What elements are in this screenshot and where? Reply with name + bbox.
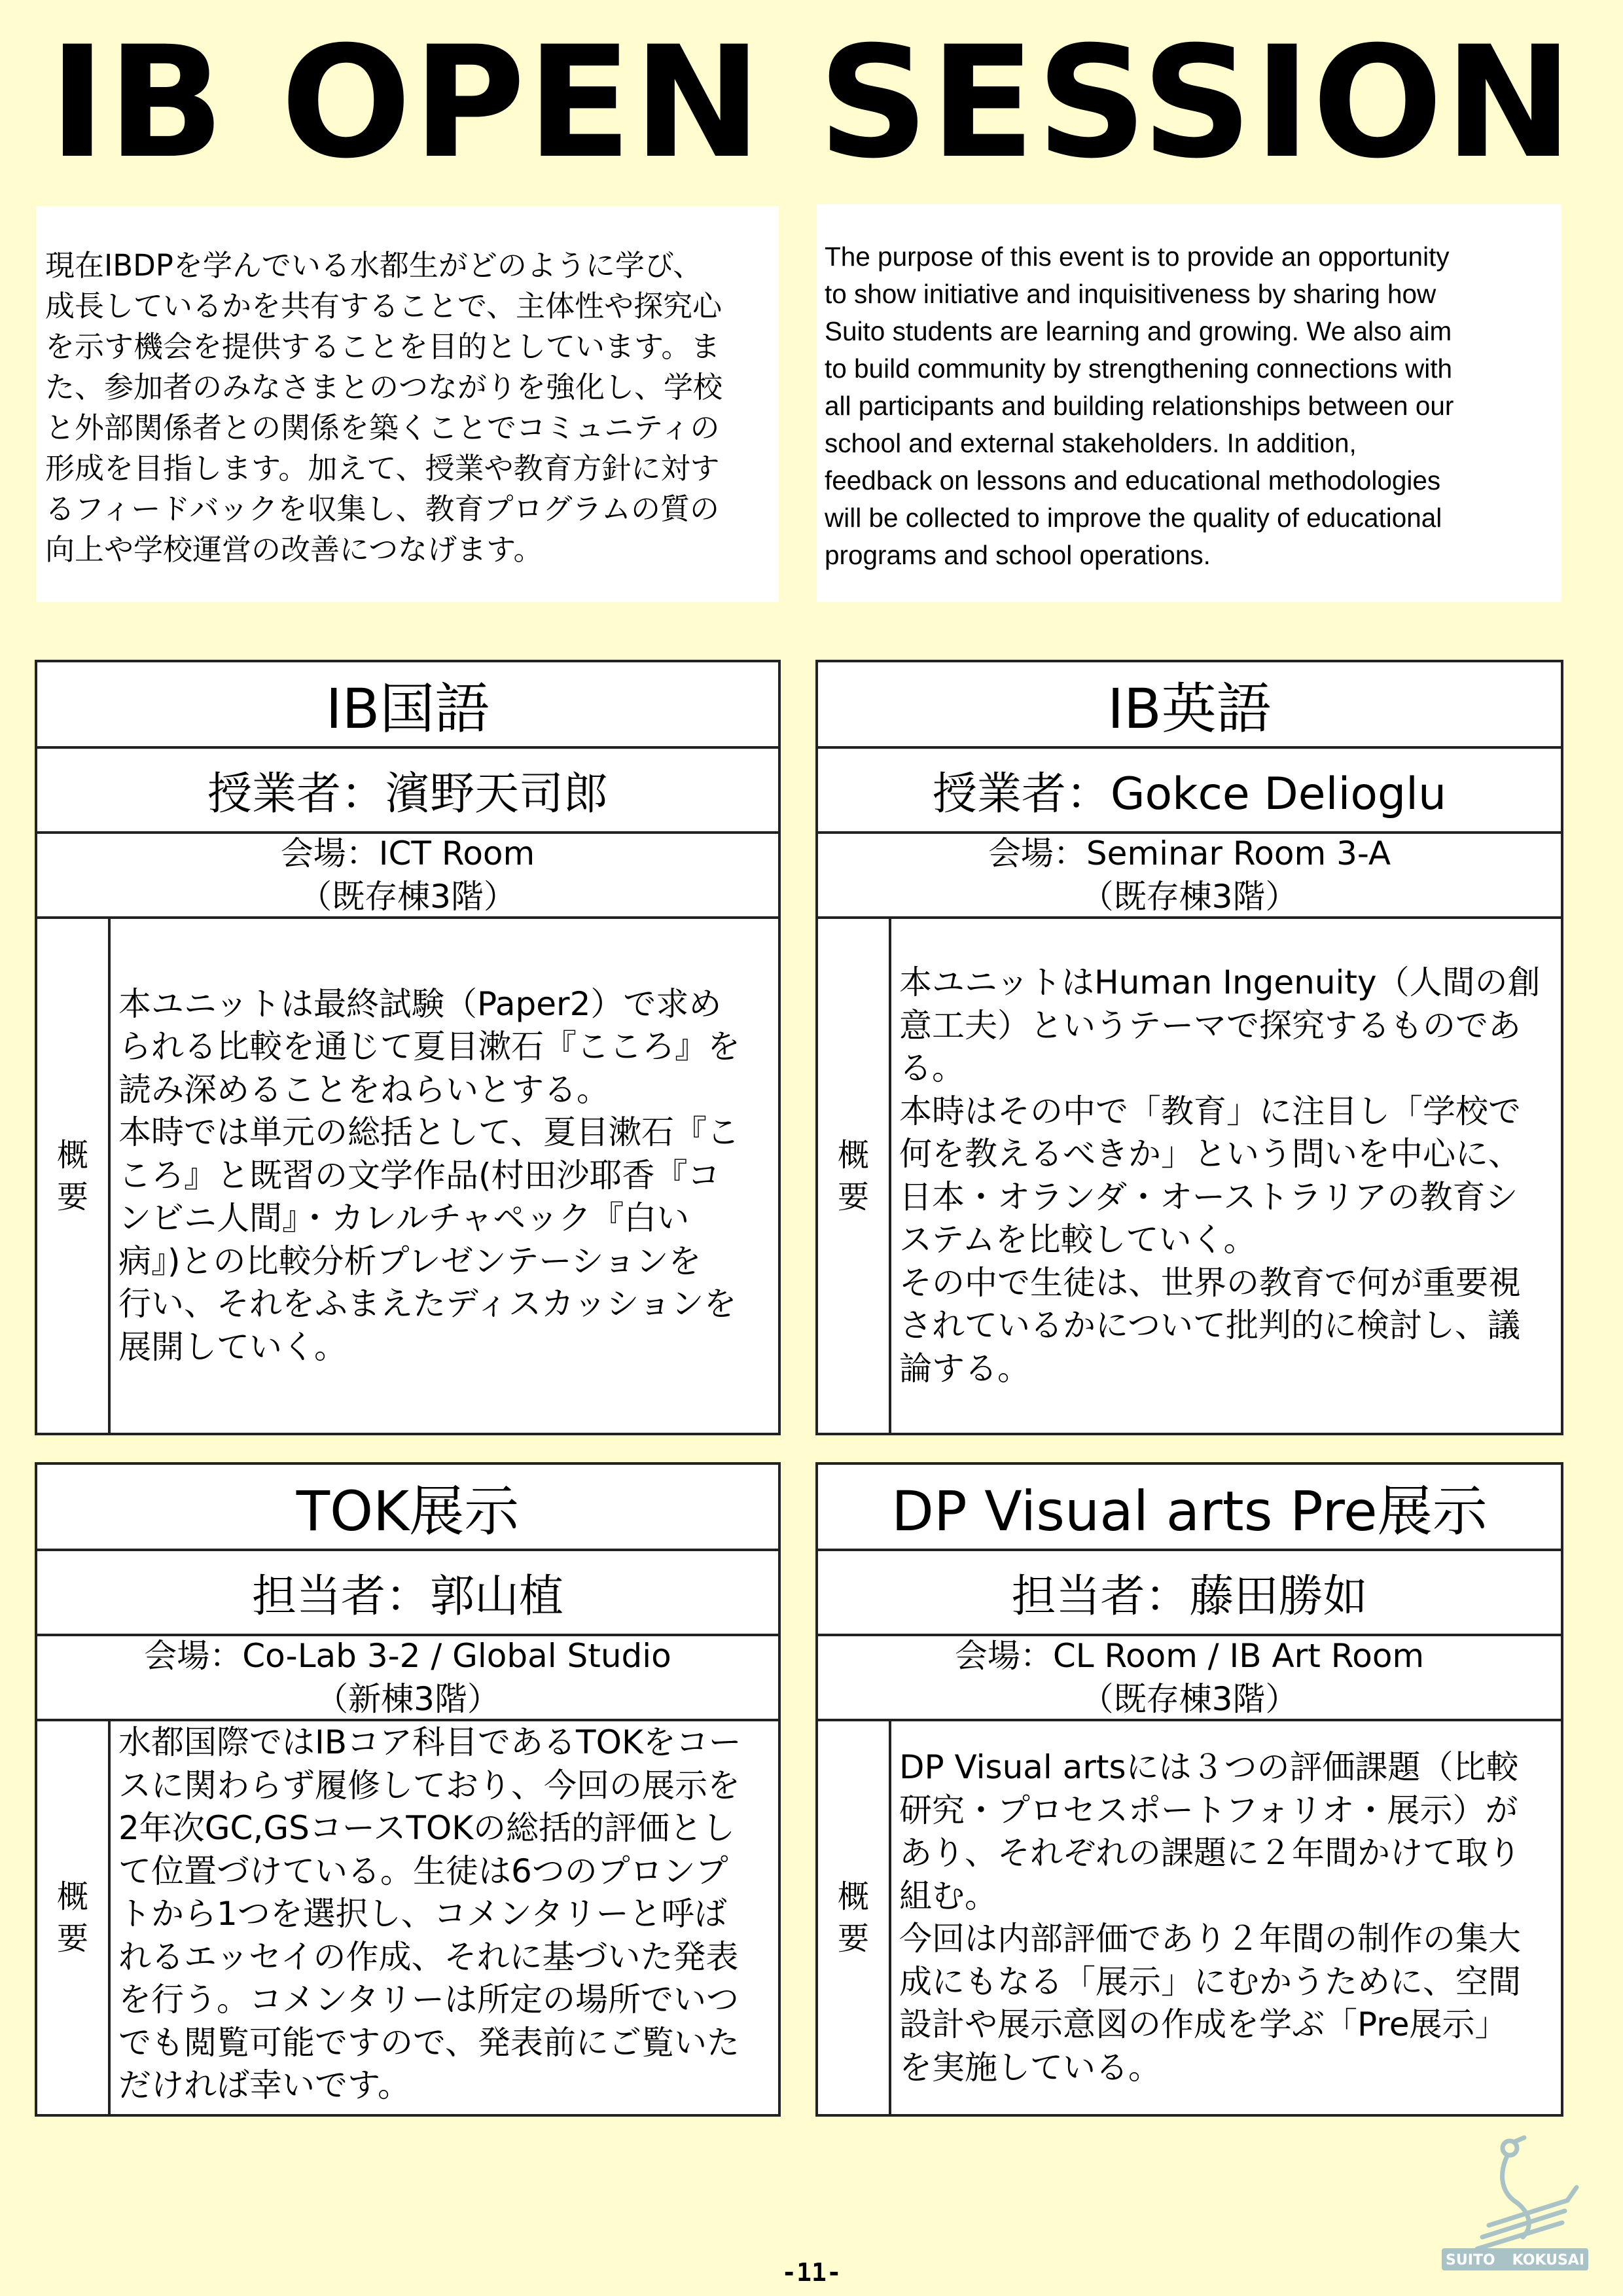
session-card-ib-english [815,660,1563,1435]
session-summary: 本ユニットはHuman Ingenuity（人間の創 意工夫）というテーマで探究するものであ る。 本時はその中で「教育」に注目し「学校で 何を教えるべきか」という問いを中心に、 日本・オランダ・オーストラリアの教育シ ステムを比較していく。 その中で生徒は、世界の教育で何が重要視 されているかについて批判的に検討し、議 論する。 [899,963,1541,1388]
session-body [37,919,778,1433]
session-card-visual-arts [815,1462,1563,2117]
session-summary: 本ユニットは最終試験（Paper2）で求め られる比較を通じて夏目漱石『こころ』を 読み深めることをねらいとする。 本時では単元の総括として、夏目漱石『こ ころ』と既習の文学作品(村田沙耶香『コ ンビニ人間』・カレルチャペック『白い 病』)との比較分析プレゼンテーションを 行い、それをふまえたディスカッションを 展開していく。 [118,984,740,1366]
page-title: IB OPEN SESSION [48,14,1575,192]
summary-label: 概 要 [37,919,111,1433]
session-card-tok-exhibition [35,1462,781,2117]
session-venue: 会場：CL Room / IB Art Room （既存棟3階） [818,1636,1561,1721]
school-logo [1436,2127,1594,2278]
summary-label: 概 要 [37,1721,111,2114]
session-teacher: 担当者：郭山植 [37,1551,778,1636]
summary-label: 概 要 [818,919,891,1433]
session-teacher: 授業者：濱野天司郎 [37,749,778,834]
session-title: DP Visual arts Pre展示 [818,1465,1561,1551]
session-summary: 水都国際ではIBコア科目であるTOKをコー スに関わらず履修しており、今回の展示を 2年次GC,GSコースTOKの総括的評価とし て位置づけている。生徒は6つのプロンプ トから1つを選択し、コメンタリーと呼ば れるエッセイの作成、それに基づいた発表 を行う。コメンタリーは所定の場所でいつ でも閲覧可能ですので、発表前にご覧いた だければ幸いです。 [118,1723,741,2104]
summary-label: 概 要 [818,1721,891,2114]
bird-on-book-icon [1477,2138,1577,2249]
session-venue: 会場：Seminar Room 3-A （既存棟3階） [818,834,1561,919]
session-title: IB英語 [818,662,1561,749]
session-title: TOK展示 [37,1465,778,1551]
session-teacher: 授業者：Gokce Delioglu [818,749,1561,834]
session-teacher: 担当者：藤田勝如 [818,1551,1561,1636]
intro-english: The purpose of this event is to provide an opportunity to show initiative and inquisitiveness by sharing how Suito students are learning and growing. We also aim to build community by strengthening connections with all participants and building relationships between our school and external stakeholders. In addition, feedback on lessons and educational methodologies will be collected to improve the quality of educational programs and school operations. [817,204,1561,602]
session-summary: DP Visual artsには３つの評価課題（比較 研究・プロセスポートフォリオ・展示）が あり、それぞれの課題に２年間かけて取り 組む。 今回は内部評価であり２年間の制作の集大 成にもなる「展示」にむかうために、空間 設計や展示意図の作成を学ぶ「Pre展示」 を実施している。 [899,1748,1521,2087]
session-venue: 会場：Co-Lab 3-2 / Global Studio （新棟3階） [37,1636,778,1721]
session-body [818,1721,1561,2114]
intro-japanese: 現在IBDPを学んでいる水都生がどのように学び、 成長しているかを共有することで、主体性や探究心 を示す機会を提供することを目的としています。ま た、参加者のみなさまとのつながりを強化し、学校 と外部関係者との関係を築くことでコミュニティの 形成を目指します。加えて、授業や教育方針に対す るフィードバックを収集し、教育プログラムの質の 向上や学校運営の改善につなげます。 [36,206,779,602]
session-venue: 会場：ICT Room （既存棟3階） [37,834,778,919]
page-number: -11- [781,2258,842,2287]
logo-text-right: KOKUSAI [1512,2252,1584,2269]
session-title: IB国語 [37,662,778,749]
session-body [818,919,1561,1433]
session-body [37,1721,778,2114]
session-card-ib-japanese [35,660,781,1435]
logo-text-left: SUITO [1446,2252,1495,2269]
